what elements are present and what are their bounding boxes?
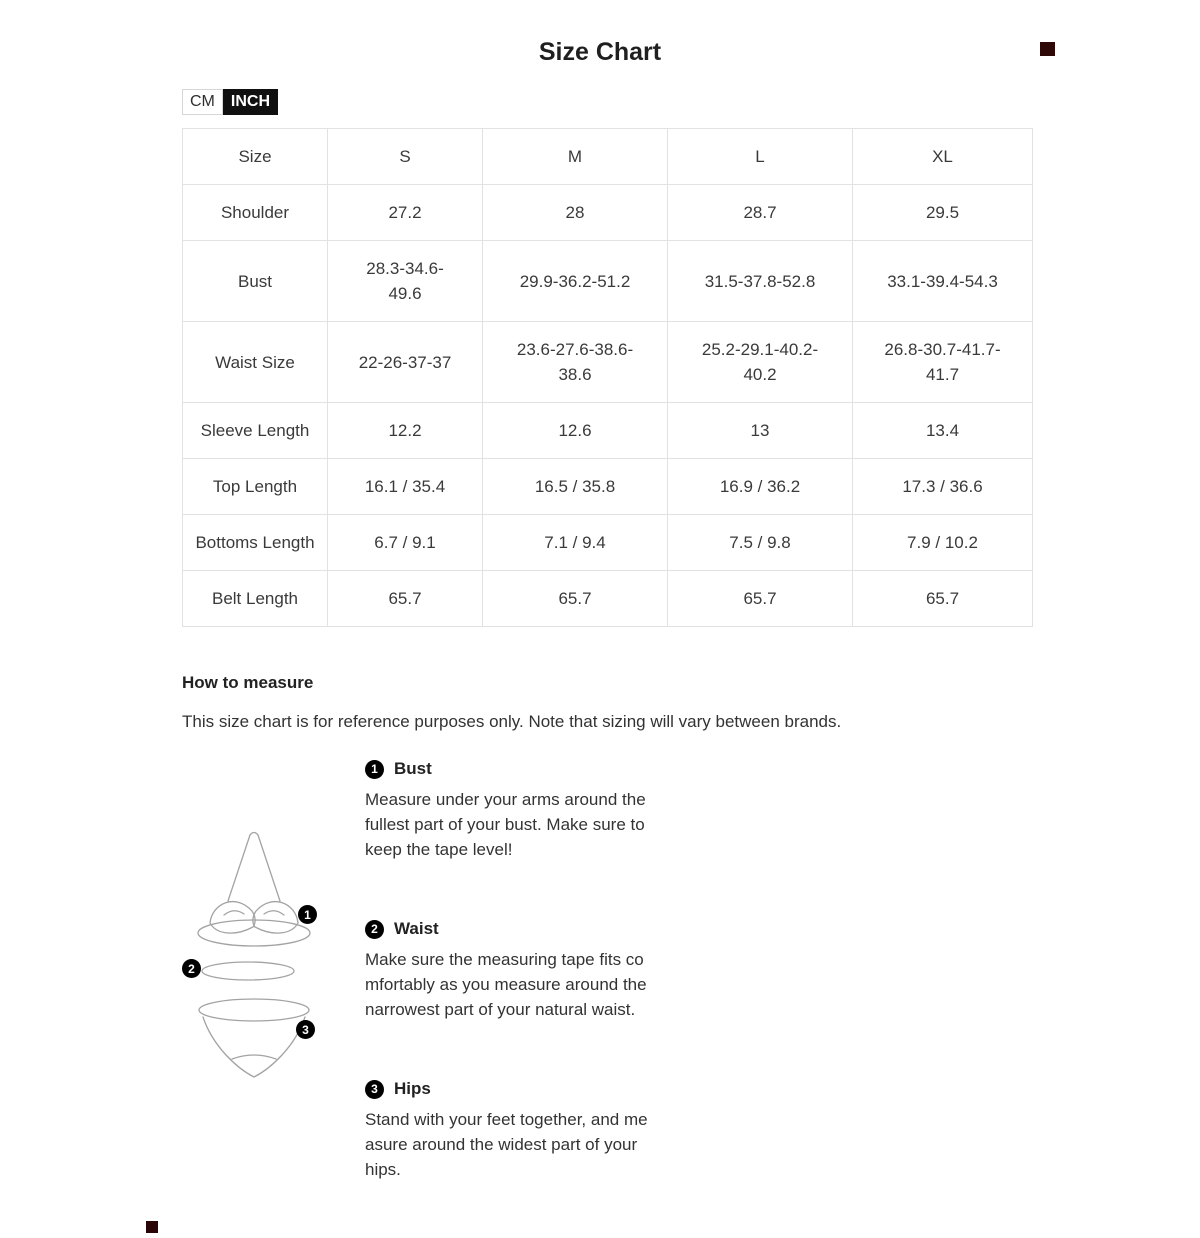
table-cell: 65.7	[853, 571, 1033, 627]
column-header-l: L	[668, 129, 853, 185]
size-chart-content	[182, 89, 1042, 1199]
column-header-size: Size	[183, 129, 328, 185]
step-title: Waist	[394, 919, 439, 938]
table-cell: 12.2	[328, 403, 483, 459]
table-cell: 25.2-29.1-40.2-40.2	[668, 322, 853, 403]
table-row-bust	[183, 241, 1033, 322]
column-header-s: S	[328, 129, 483, 185]
corner-artifact-bottom-left	[146, 1221, 158, 1233]
table-cell: 16.9 / 36.2	[668, 459, 853, 515]
table-cell: 31.5-37.8-52.8	[668, 241, 853, 322]
bikini-measurement-diagram	[180, 821, 350, 1101]
step-number-icon: 3	[365, 1080, 384, 1099]
size-chart-table	[182, 128, 1033, 627]
table-row-shoulder	[183, 185, 1033, 241]
step-text: Make sure the measuring tape fits co mfortably as you measure around the narrowest part of your natural waist.	[365, 950, 647, 1019]
row-label: Top Length	[183, 459, 328, 515]
corner-artifact-top-right	[1040, 42, 1055, 56]
measure-steps	[365, 759, 665, 1182]
table-cell: 17.3 / 36.6	[853, 459, 1033, 515]
step-number-icon: 1	[365, 760, 384, 779]
bikini-line-drawing	[180, 821, 350, 1101]
step-title: Hips	[394, 1079, 431, 1098]
unit-toggle	[182, 89, 1042, 115]
row-label: Belt Length	[183, 571, 328, 627]
table-cell: 28.7	[668, 185, 853, 241]
hips-marker-icon: 3	[296, 1020, 315, 1039]
step-head	[365, 1079, 665, 1099]
measure-step-hips	[365, 1079, 665, 1182]
how-to-measure-heading: How to measure	[182, 673, 314, 692]
table-cell: 7.1 / 9.4	[483, 515, 668, 571]
row-label: Sleeve Length	[183, 403, 328, 459]
table-row-waist-size	[183, 322, 1033, 403]
table-cell: 16.1 / 35.4	[328, 459, 483, 515]
table-cell: 16.5 / 35.8	[483, 459, 668, 515]
step-number-icon: 2	[365, 920, 384, 939]
table-cell: 65.7	[483, 571, 668, 627]
table-cell: 26.8-30.7-41.7-41.7	[853, 322, 1033, 403]
table-cell: 28.3-34.6-49.6	[328, 241, 483, 322]
table-cell: 27.2	[328, 185, 483, 241]
reference-note: This size chart is for reference purposes only. Note that sizing will vary between brands.	[182, 712, 842, 731]
page-title: Size Chart	[538, 38, 662, 66]
step-head	[365, 759, 665, 779]
table-row-bottoms-length	[183, 515, 1033, 571]
cm-unit-button[interactable]: CM	[182, 89, 223, 115]
inch-unit-button[interactable]: INCH	[223, 89, 278, 115]
table-cell: 29.9-36.2-51.2	[483, 241, 668, 322]
step-text: Measure under your arms around the fullest part of your bust. Make sure to keep the tape level!	[365, 790, 646, 859]
table-cell: 33.1-39.4-54.3	[853, 241, 1033, 322]
step-head	[365, 919, 665, 939]
column-header-xl: XL	[853, 129, 1033, 185]
column-header-m: M	[483, 129, 668, 185]
measure-step-waist	[365, 919, 665, 1022]
table-cell: 65.7	[668, 571, 853, 627]
bust-marker-icon: 1	[298, 905, 317, 924]
table-cell: 13	[668, 403, 853, 459]
step-text: Stand with your feet together, and me asure around the widest part of your hips.	[365, 1110, 648, 1179]
row-label: Bottoms Length	[183, 515, 328, 571]
table-cell: 29.5	[853, 185, 1033, 241]
table-row-sleeve-length	[183, 403, 1033, 459]
table-cell: 7.9 / 10.2	[853, 515, 1033, 571]
measure-section	[182, 759, 1042, 1199]
table-cell: 65.7	[328, 571, 483, 627]
waist-marker-icon: 2	[182, 959, 201, 978]
table-cell: 12.6	[483, 403, 668, 459]
measure-step-bust	[365, 759, 665, 862]
table-cell: 28	[483, 185, 668, 241]
row-label: Waist Size	[183, 322, 328, 403]
table-cell: 13.4	[853, 403, 1033, 459]
table-cell: 23.6-27.6-38.6-38.6	[483, 322, 668, 403]
step-title: Bust	[394, 759, 432, 778]
row-label: Shoulder	[183, 185, 328, 241]
table-row-top-length	[183, 459, 1033, 515]
row-label: Bust	[183, 241, 328, 322]
table-header-row	[183, 129, 1033, 185]
table-cell: 7.5 / 9.8	[668, 515, 853, 571]
table-cell: 22-26-37-37	[328, 322, 483, 403]
table-row-belt-length	[183, 571, 1033, 627]
table-cell: 6.7 / 9.1	[328, 515, 483, 571]
